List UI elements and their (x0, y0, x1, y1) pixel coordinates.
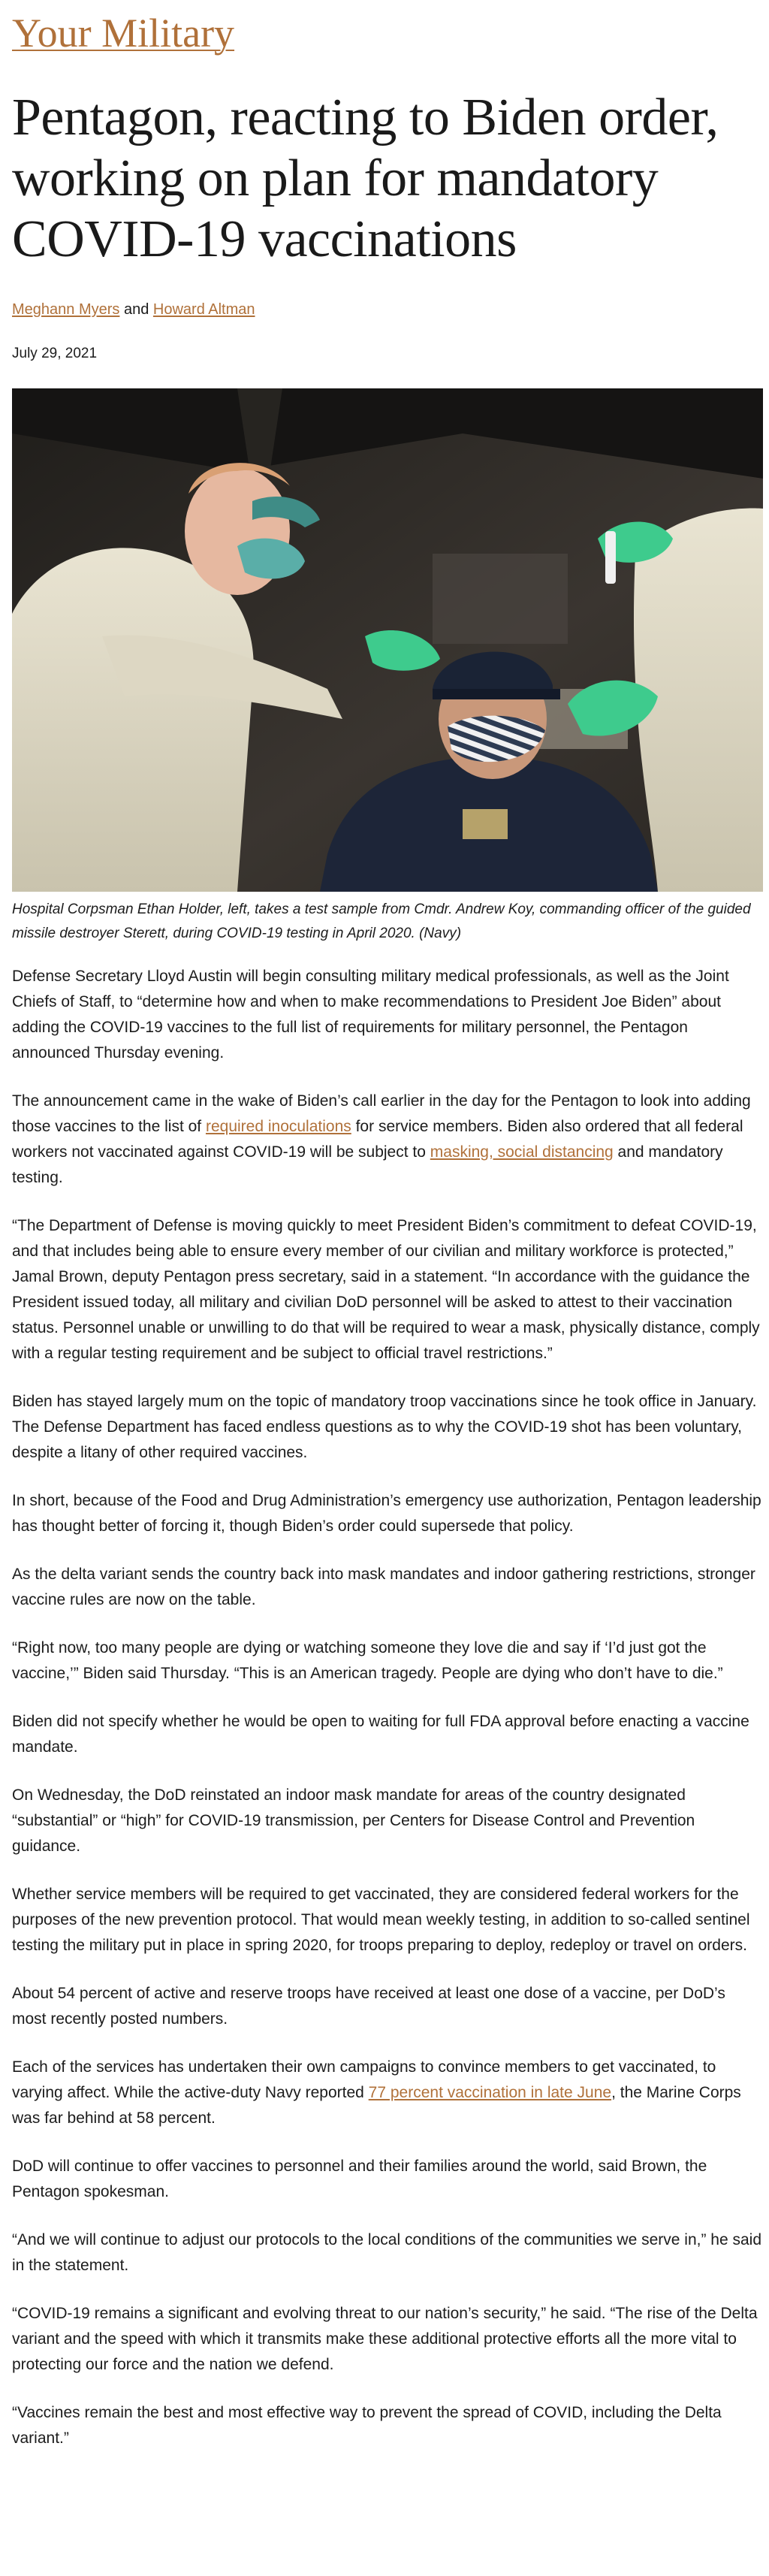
paragraph: Each of the services has undertaken their own campaigns to convince members to get vaccinated, to varying affect. While the active-duty Navy reported 77 percent vaccination in late June, the Marine Corps was far behind at 58 percent. (12, 2058, 741, 2127)
paragraph: The announcement came in the wake of Biden’s call earlier in the day for the Pentagon to look into adding those vaccines to the list of required inoculations for service members. Biden also ordered that all federal workers not vaccinated against COVID-19 will be subject to masking, social distancing and mandatory testing. (12, 1092, 751, 1186)
paragraph: Biden has stayed largely mum on the topic of mandatory troop vaccinations since he took office in January. The Defense Department has faced endless questions as to why the COVID-19 shot has been voluntary, despite a litany of other required vaccines. (12, 1393, 757, 1461)
paragraph: In short, because of the Food and Drug Administration’s emergency use authorization, Pentagon leadership has thought better of forcing it, though Biden’s order could supersede that policy. (12, 1492, 761, 1535)
paragraph: On Wednesday, the DoD reinstated an indoor mask mandate for areas of the country designated “substantial” or “high” for COVID-19 transmission, per Centers for Disease Control and Prevention guidance. (12, 1786, 695, 1855)
article-body (12, 964, 762, 2451)
paragraph: As the delta variant sends the country back into mask mandates and indoor gathering restrictions, stronger vaccine rules are now on the table. (12, 1566, 755, 1608)
hero-photo (12, 388, 763, 892)
required-inoculations-link[interactable]: required inoculations (205, 1118, 351, 1135)
paragraph: Defense Secretary Lloyd Austin will begin consulting military medical professionals, as well as the Joint Chiefs of Staff, to “determine how and when to make recommendations to President Joe Biden” about adding the COVID-19 vaccines to the full list of requirements for military personnel, the Pentagon announced Thursday evening. (12, 968, 729, 1062)
paragraph: Whether service members will be required to get vaccinated, they are considered federal workers for the purposes of the new prevention protocol. That would mean weekly testing, in addition to so-called sentinel testing the military put in place in spring 2020, for troops preparing to deploy, redeploy or travel on orders. (12, 1886, 750, 1954)
navy-vaccination-link[interactable]: 77 percent vaccination in late June (368, 2084, 612, 2101)
paragraph: Biden did not specify whether he would be open to waiting for full FDA approval before enacting a vaccine mandate. (12, 1713, 749, 1756)
masking-social-distancing-link[interactable]: masking, social distancing (430, 1143, 614, 1161)
headline: Pentagon, reacting to Biden order, working on plan for mandatory COVID-19 vaccinations (12, 89, 719, 268)
byline (12, 300, 757, 319)
paragraph: “The Department of Defense is moving quickly to meet President Biden’s commitment to defeat COVID-19, and that includes being able to ensure every member of our civilian and military workforce is protected,” Jamal Brown, deputy Pentagon press secretary, said in a statement. “In accordance with the guidance the President issued today, all military and civilian DoD personnel will be asked to attest to their vaccination status. Personnel unable or unwilling to do that will be required to wear a mask, physically distance, comply with a regular testing requirement and be subject to official travel restrictions.” (12, 1217, 760, 1362)
paragraph: “Vaccines remain the best and most effective way to prevent the spread of COVID, including the Delta variant.” (12, 2404, 722, 2447)
paragraph: DoD will continue to offer vaccines to personnel and their families around the world, said Brown, the Pentagon spokesman. (12, 2158, 707, 2200)
paragraph: “COVID-19 remains a significant and evolving threat to our nation’s security,” he said. “The rise of the Delta variant and the speed with which it transmits make these additional protective efforts all the more vital to protecting our force and the nation we defend. (12, 2305, 758, 2373)
author-link-meghann-myers[interactable]: Meghann Myers (12, 301, 120, 318)
paragraph: “And we will continue to adjust our protocols to the local conditions of the communities we serve in,” he said in the statement. (12, 2231, 762, 2274)
author-link-howard-altman[interactable]: Howard Altman (152, 301, 255, 318)
photo-caption: Hospital Corpsman Ethan Holder, left, takes a test sample from Cmdr. Andrew Koy, commanding officer of the guided missile destroyer Sterett, during COVID-19 testing in April 2020. (Navy) (12, 901, 751, 941)
byline-conjunction: and (123, 301, 149, 318)
paragraph: “Right now, too many people are dying or watching someone they love die and say if ‘I’d just got the vaccine,’” Biden said Thursday. “This is an American tragedy. People are dying who don’t have to die.” (12, 1639, 723, 1682)
paragraph: About 54 percent of active and reserve troops have received at least one dose of a vaccine, per DoD’s most recently posted numbers. (12, 1985, 725, 2028)
section-link[interactable]: Your Military (12, 11, 235, 56)
publish-date: July 29, 2021 (12, 346, 98, 361)
